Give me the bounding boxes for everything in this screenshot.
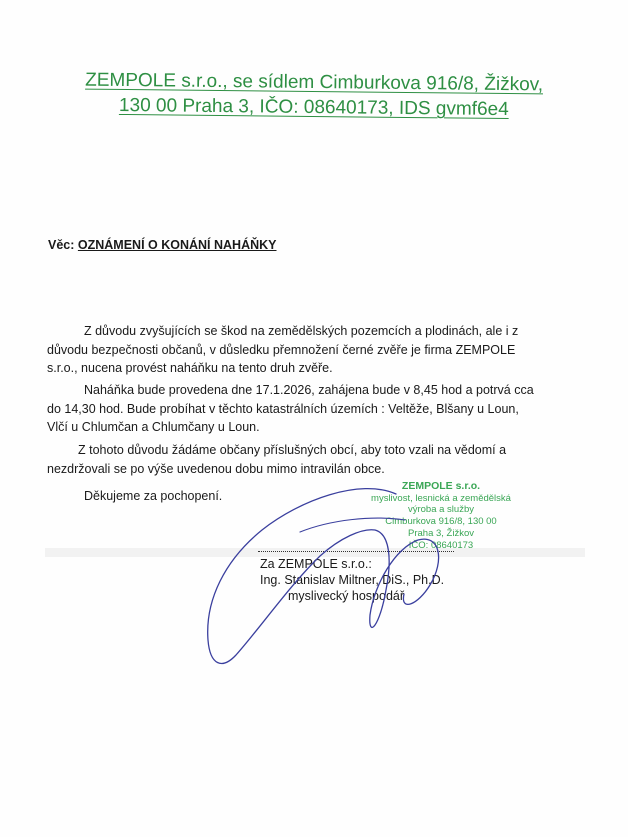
stamp-line-1: myslivost, lesnická a zemědělská [371, 492, 511, 504]
signatory-name: Ing. Stanislav Miltner, DiS., Ph.D. [260, 573, 445, 587]
signatory-block [260, 556, 444, 604]
subject-title: OZNÁMENÍ O KONÁNÍ NAHÁŇKY [77, 238, 277, 252]
stamp-line-2: výroba a služby [407, 504, 474, 516]
signatory-company: Za ZEMPOLE s.r.o.: [260, 557, 372, 571]
letterhead-line-1: ZEMPOLE s.r.o., se sídlem Cimburkova 916/8, Žižkov, [85, 69, 544, 96]
thanks-line: Děkujeme za pochopení. [84, 489, 223, 503]
subject-label: Věc: [48, 238, 75, 252]
signatory-role: myslivecký hospodář [288, 589, 405, 603]
subject-line [48, 238, 277, 252]
stamp-line-5: IČO: 08640173 [408, 539, 474, 551]
paragraph-reason-text: Z důvodu zvyšujících se škod na zemědělských pozemcích a plodinách, ale i z důvodu bezpečnosti občanů, v důsledku přemnožení černé zvěře je firma ZEMPOLE s.r.o., nucena provést naháňku na tento druh zvěře. [47, 324, 519, 375]
stamp-company-name: ZEMPOLE s.r.o. [401, 480, 481, 492]
paragraph-request-text: Z tohoto důvodu žádáme občany příslušných obcí, aby toto vzali na vědomí a nezdržovali se po výše uvedenou dobu mimo intravilán obce. [47, 443, 507, 476]
letterhead-line-2: 130 00 Praha 3, IČO: 08640173, IDS gvmf6e4 [118, 94, 509, 121]
company-stamp [352, 481, 530, 551]
stamp-line-3: Cimburkova 916/8, 130 00 [385, 516, 497, 528]
paragraph-schedule-text: Naháňka bude provedena dne 17.1.2026, zahájena bude v 8,45 hod a potrvá cca do 14,30 hod. Bude probíhat v těchto katastrálních územích : Veltěže, Blšany u Loun, Vlčí u Chlumčan a Chlumčany u Loun. [47, 383, 534, 434]
stamp-line-4: Praha 3, Žižkov [408, 527, 474, 539]
signature-dotted-line [258, 551, 454, 552]
letterhead [40, 67, 588, 123]
paragraph-schedule [47, 381, 535, 437]
paragraph-reason [47, 322, 535, 378]
paragraph-request [47, 441, 535, 478]
